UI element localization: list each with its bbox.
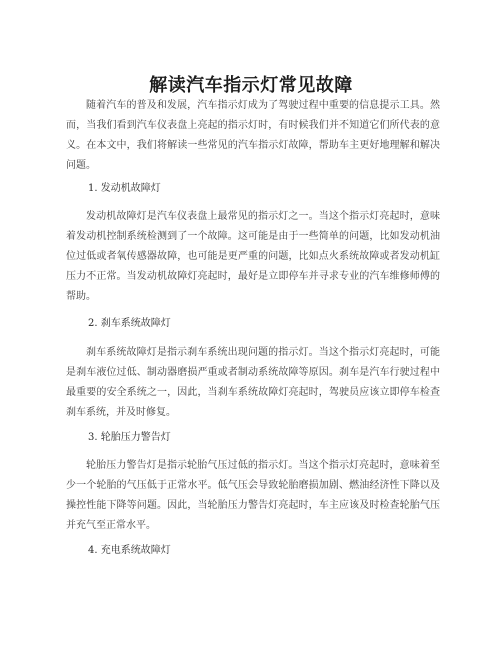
section-heading-engine: 1. 发动机故障灯 [88,183,161,194]
section-heading-charging: 4. 充电系统故障灯 [88,545,171,556]
section-body-tire-pressure: 轮胎压力警告灯是指示轮胎气压过低的指示灯。当这个指示灯亮起时，意味着至少一个轮胎的气压低于正常水平。低气压会导致轮胎磨损加剧、燃油经济性下降以及操控性能下降等问题。因此，当轮胎压力警告灯亮起时，车主应该及时检查轮胎气压并充气至正常水平。 [66,460,440,531]
section-heading-tire-pressure: 3. 轮胎压力警告灯 [88,432,171,443]
document-title: 解读汽车指示灯常见故障 [149,75,353,97]
section-heading-brake: 2. 刹车系统故障灯 [88,318,171,329]
intro-paragraph: 随着汽车的普及和发展，汽车指示灯成为了驾驶过程中重要的信息提示工具。然而，当我们看到汽车仪表盘上亮起的指示灯时，有时候我们并不知道它们所代表的意义。在本文中，我们将解读一些常见的汽车指示灯故障，帮助车主更好地理解和解决问题。 [66,100,440,171]
section-body-engine: 发动机故障灯是汽车仪表盘上最常见的指示灯之一。当这个指示灯亮起时，意味着发动机控制系统检测到了一个故障。这可能是由于一些简单的问题，比如发动机油位过低或者氧传感器故障，也可能是更严重的问题，比如点火系统故障或者发动机缸压力不正常。当发动机故障灯亮起时，最好是立即停车并寻求专业的汽车维修师傅的帮助。 [66,211,440,302]
section-body-brake: 刹车系统故障灯是指示刹车系统出现问题的指示灯。当这个指示灯亮起时，可能是刹车液位过低、制动器磨损严重或者制动系统故障等原因。刹车是汽车行驶过程中最重要的安全系统之一，因此，当刹车系统故障灯亮起时，驾驶员应该立即停车检查刹车系统，并及时修复。 [66,347,440,418]
